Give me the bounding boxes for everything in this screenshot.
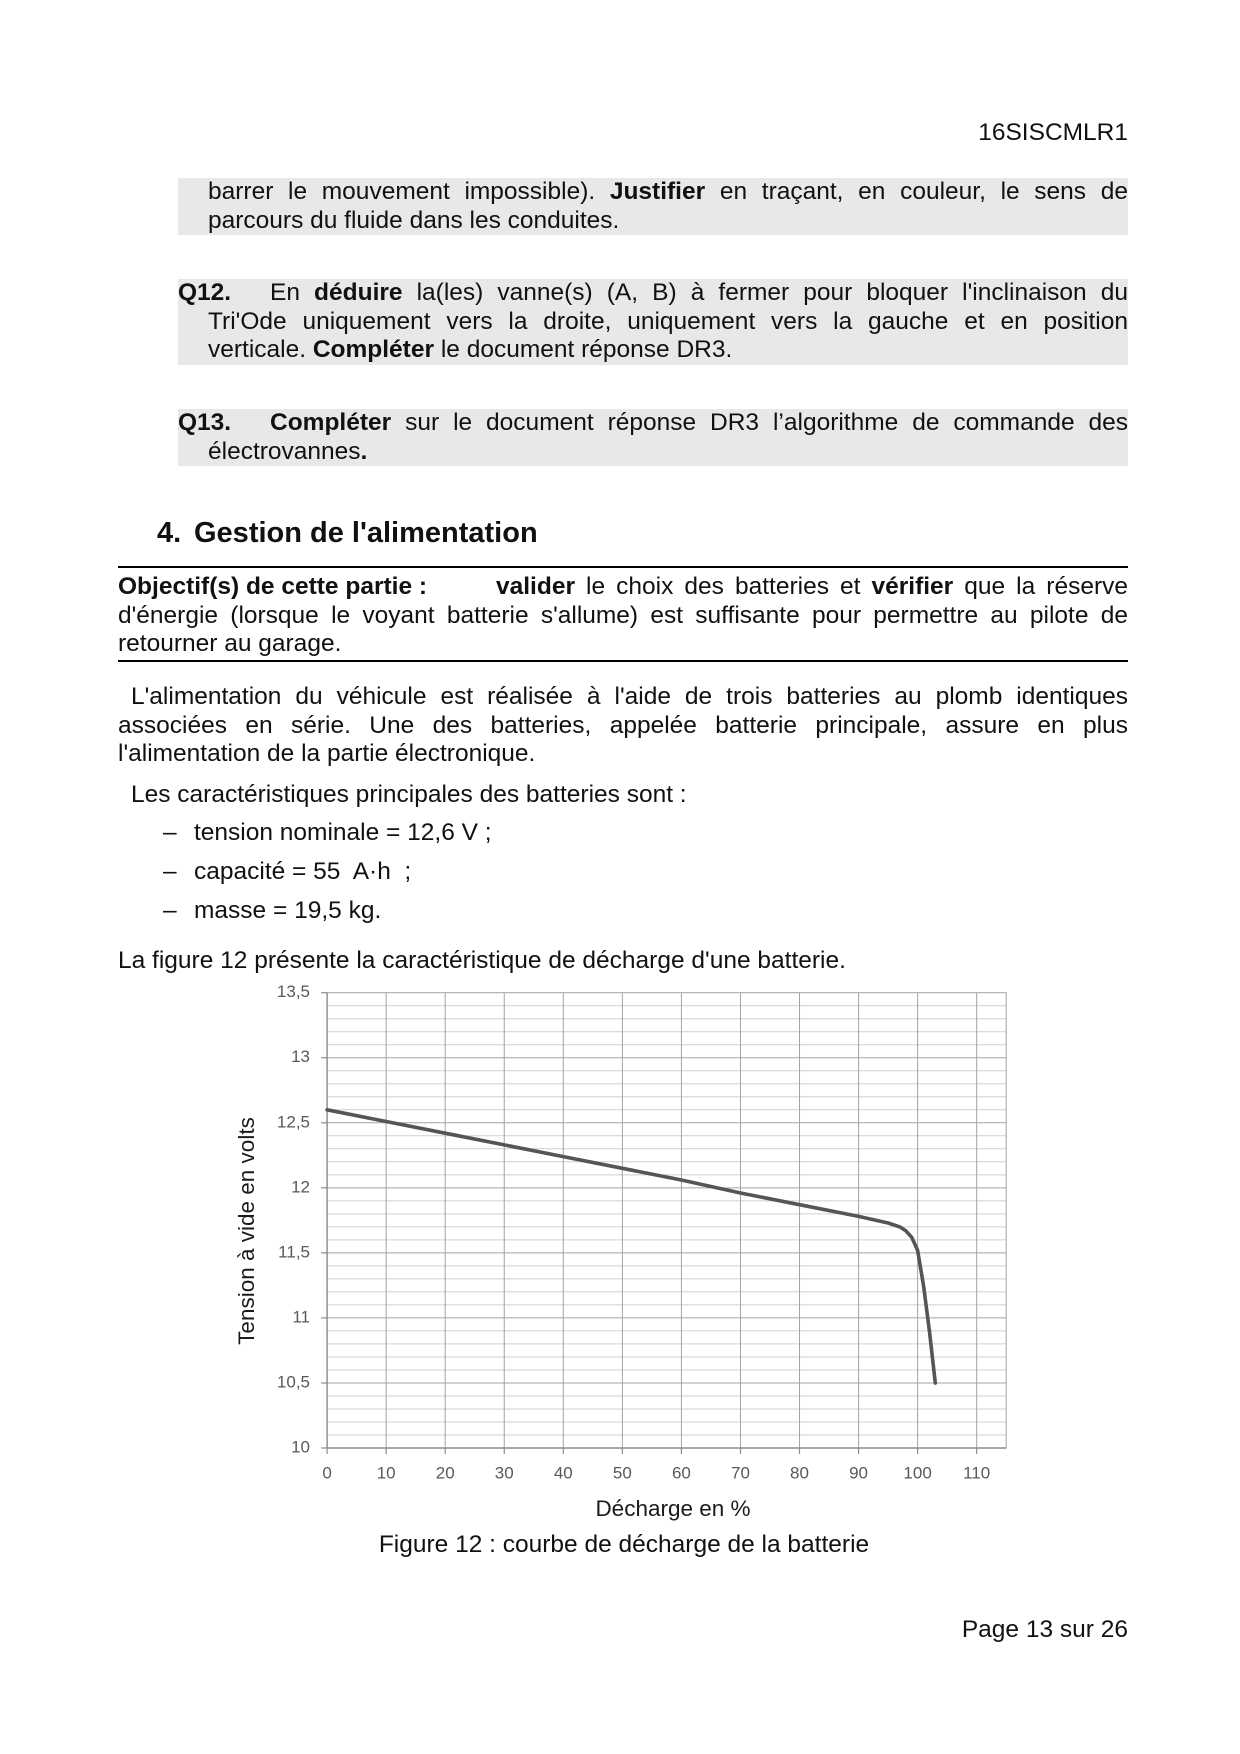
text-segment: que la réserve [953,573,1128,600]
question-q12 [178,279,1128,365]
q12-line-1 [178,279,1128,308]
x-tick-label: 60 [671,1463,691,1483]
x-tick-label: 110 [963,1463,991,1483]
figure-caption: Figure 12 : courbe de décharge de la batterie [378,1531,870,1558]
bold-keyword: Compléter [312,336,435,363]
q13-line-2 [178,438,1128,467]
section-number: 4. [157,517,182,549]
objective-line-3: retourner au garage. [118,630,342,657]
question-q13 [178,409,1128,466]
list-bullet: – [163,819,177,846]
question-number: Q12. [178,279,232,306]
section-title: Gestion de l'alimentation [194,517,538,549]
specs-intro: Les caractéristiques principales des batteries sont : [131,781,687,808]
q12-line-2: Tri'Ode uniquement vers la droite, uniquement vers la gauche et en position [208,307,1128,335]
text-segment: la(les) vanne(s) (A, B) à fermer pour bloquer l'inclinaison du [402,279,1128,306]
text-segment: En [270,279,315,306]
objective-bottom-rule [118,660,1128,662]
y-tick-label: 11 [292,1307,310,1327]
chart-axes [321,993,1006,1454]
question-number: Q13. [178,409,232,436]
x-tick-label: 100 [903,1463,932,1483]
spec-item-capacity: capacité = 55 A·h ; [194,858,412,885]
objective-line-1-text [496,573,1128,602]
x-tick-label: 10 [376,1463,396,1483]
objective-label: Objectif(s) de cette partie : [118,573,428,600]
text-segment: le choix des batteries et [575,573,872,600]
discharge-curve-line [327,1110,935,1383]
x-tick-label: 0 [322,1463,332,1483]
bold-keyword: Justifier [609,178,706,205]
text-segment: électrovannes [208,437,361,465]
page-number: Page 13 sur 26 [961,1616,1128,1643]
intro-line-2: associées en série. Une des batteries, appelée batterie principale, assure en plus [118,711,1128,739]
x-tick-label: 20 [435,1463,455,1483]
list-bullet: – [163,858,177,885]
figure-intro-sentence: La figure 12 présente la caractéristique de décharge d'une batterie. [118,947,846,974]
objective-line-2: d'énergie (lorsque le voyant batterie s'allume) est suffisante pour permettre au pilote de [118,601,1128,629]
bold-keyword: déduire [314,279,403,306]
document-code: 16SISCMLR1 [978,119,1128,146]
y-tick-label: 12,5 [276,1112,310,1132]
spec-item-mass: masse = 19,5 kg. [194,897,382,924]
objective-block [118,573,1128,659]
objective-line-1 [118,573,1128,602]
x-tick-label: 80 [790,1463,809,1483]
chart-series [327,1110,935,1383]
x-tick-label: 90 [849,1463,869,1483]
y-tick-label: 10 [291,1437,310,1457]
bold-keyword: valider [496,573,575,600]
x-axis-label: Décharge en % [595,1495,751,1521]
x-tick-label: 50 [612,1463,632,1483]
question-q11-continued [178,178,1128,235]
objective-top-rule [118,566,1128,568]
x-tick-label: 40 [553,1463,573,1483]
q12-line-1-text [270,279,1128,308]
q13-line-1-text [270,409,1128,438]
q11-line-1 [208,178,1128,207]
x-tick-label: 30 [494,1463,514,1483]
text-segment: barrer le mouvement impossible). [208,178,610,205]
text-segment: le document réponse DR3. [434,336,733,363]
q11-line-2: parcours du fluide dans les conduites. [208,206,620,234]
q12-line-3 [178,336,1128,365]
intro-line-3: l'alimentation de la partie électronique. [118,740,536,767]
y-axis-label: Tension à vide en volts [233,1117,259,1345]
y-tick-label: 12 [291,1177,310,1197]
chart-tick-labels [277,982,990,1482]
discharge-chart [230,970,1030,1530]
intro-line-1: L'alimentation du véhicule est réalisée à l'aide de trois batteries au plomb identiques [131,683,1128,710]
list-bullet: – [163,897,177,924]
y-tick-label: 13 [291,1047,310,1067]
q13-line-1 [178,409,1128,438]
text-segment: sur le document réponse DR3 l’algorithme de commande des [391,409,1128,436]
text-segment: en traçant, en couleur, le sens de [705,178,1128,205]
chart-grid [327,993,1006,1448]
spec-item-voltage: tension nominale = 12,6 V ; [194,819,492,846]
text-segment: verticale. [208,336,313,363]
bold-keyword: Compléter [270,409,392,436]
y-tick-label: 13,5 [276,982,310,1002]
plot-border [327,993,1006,1448]
bold-period: . [360,437,368,465]
bold-keyword: vérifier [871,573,954,600]
intro-paragraph [118,683,1128,769]
x-tick-label: 70 [731,1463,750,1483]
y-tick-label: 11,5 [278,1242,310,1262]
y-tick-label: 10,5 [276,1372,310,1392]
